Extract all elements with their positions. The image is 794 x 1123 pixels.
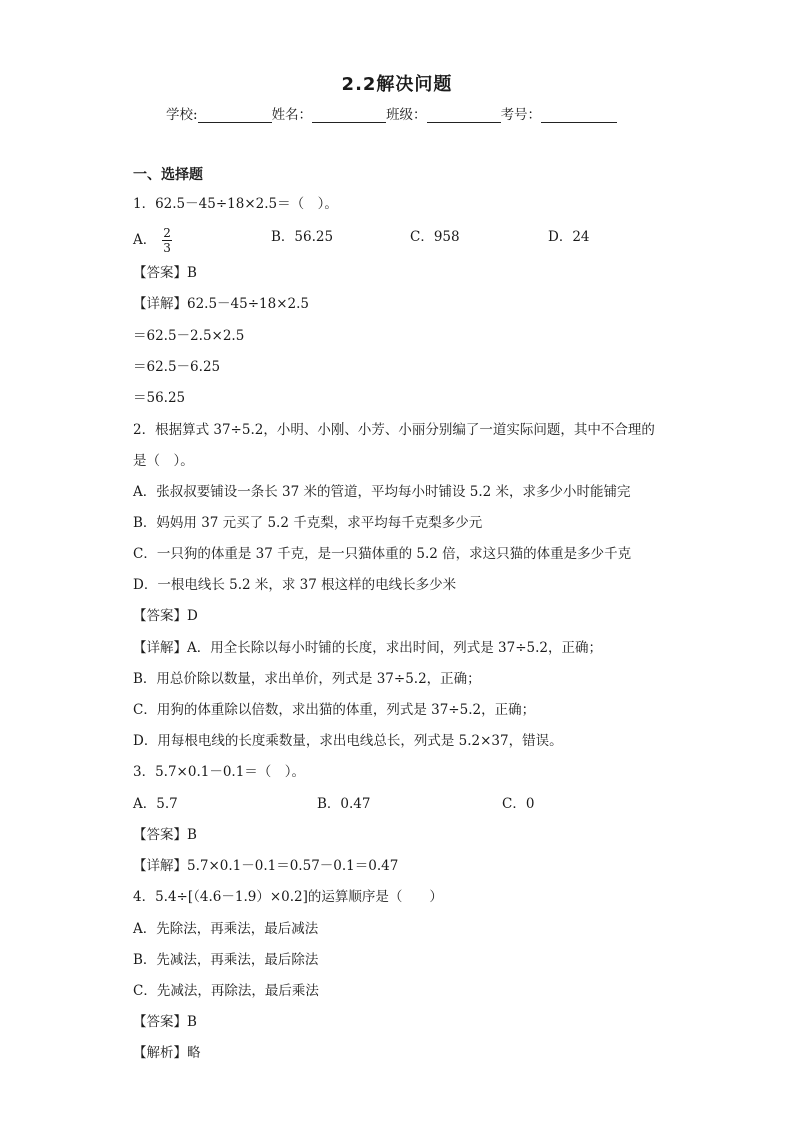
q2-stem-continued: 是（ ）。	[133, 453, 194, 469]
q1-detail-line: ＝62.5－2.5×2.5	[133, 328, 245, 344]
q3-detail: 【详解】5.7×0.1－0.1＝0.57－0.1＝0.47	[133, 858, 399, 874]
number-blank	[541, 107, 617, 123]
q1-answer: 【答案】B	[133, 265, 197, 281]
q2-option-c: C．一只狗的体重是 37 千克，是一只猫体重的 5.2 倍，求这只猫的体重是多少千克	[133, 546, 632, 562]
q4-option-c: C．先减法，再除法，最后乘法	[133, 983, 319, 999]
q2-detail-line: 【详解】A．用全长除以每小时铺的长度，求出时间，列式是 37÷5.2，正确；	[133, 640, 602, 656]
q1-option-c: C．958	[410, 229, 460, 245]
page-title: 2.2解决问题	[341, 74, 453, 95]
fraction-numerator: 2	[163, 226, 171, 240]
q1-detail-line: ＝62.5－6.25	[133, 359, 221, 375]
q3-option-b: B．0.47	[317, 796, 371, 812]
q2-detail-line: B．用总价除以数量，求出单价，列式是 37÷5.2，正确；	[133, 671, 481, 687]
name-label: 姓名：	[271, 107, 313, 123]
q2-option-d: D．一根电线长 5.2 米，求 37 根这样的电线长多少米	[133, 577, 457, 593]
q1-stem: 1．62.5－45÷18×2.5＝（ ）。	[133, 196, 338, 212]
q2-stem: 2．根据算式 37÷5.2，小明、小刚、小芳、小丽分别编了一道实际问题，其中不合理的	[133, 422, 655, 438]
school-blank	[198, 107, 272, 123]
q1-detail-line: ＝56.25	[133, 390, 186, 406]
name-blank	[312, 107, 386, 123]
fraction-denominator: 3	[163, 241, 171, 255]
school-label: 学校:	[166, 107, 198, 123]
q2-answer: 【答案】D	[133, 608, 198, 624]
q4-analysis: 【解析】略	[133, 1045, 201, 1061]
q4-answer: 【答案】B	[133, 1014, 197, 1030]
q3-option-c: C．0	[502, 796, 535, 812]
q1-option-d: D．24	[548, 229, 590, 245]
q1-option-a	[133, 226, 172, 255]
q4-option-b: B．先减法，再乘法，最后除法	[133, 952, 319, 968]
q4-option-a: A．先除法，再乘法，最后减法	[133, 921, 319, 937]
q1-detail-line: 【详解】62.5－45÷18×2.5	[133, 296, 310, 312]
q2-detail-line: C．用狗的体重除以倍数，求出猫的体重，列式是 37÷5.2，正确；	[133, 702, 536, 718]
q3-answer: 【答案】B	[133, 827, 197, 843]
q4-stem: 4．5.4÷[（4.6－1.9）×0.2]的运算顺序是（ ）	[133, 889, 443, 905]
class-blank	[427, 107, 501, 123]
q3-option-a: A．5.7	[133, 796, 178, 812]
q2-option-b: B．妈妈用 37 元买了 5.2 千克梨，求平均每千克梨多少元	[133, 515, 483, 531]
section-heading: 一、选择题	[133, 167, 203, 183]
q1-option-b: B．56.25	[271, 229, 334, 245]
q3-stem: 3．5.7×0.1－0.1＝（ ）。	[133, 764, 306, 780]
class-label: 班级：	[386, 107, 427, 123]
q1-option-a-prefix: A．	[133, 232, 157, 248]
number-label: 考号：	[500, 107, 542, 123]
q2-option-a: A．张叔叔要铺设一条长 37 米的管道，平均每小时铺设 5.2 米，求多少小时能铺完	[133, 484, 631, 500]
q1-option-a-fraction	[162, 226, 172, 255]
student-info-line	[166, 103, 617, 123]
q2-detail-line: D．用每根电线的长度乘数量，求出电线总长，列式是 5.2×37，错误。	[133, 733, 563, 749]
